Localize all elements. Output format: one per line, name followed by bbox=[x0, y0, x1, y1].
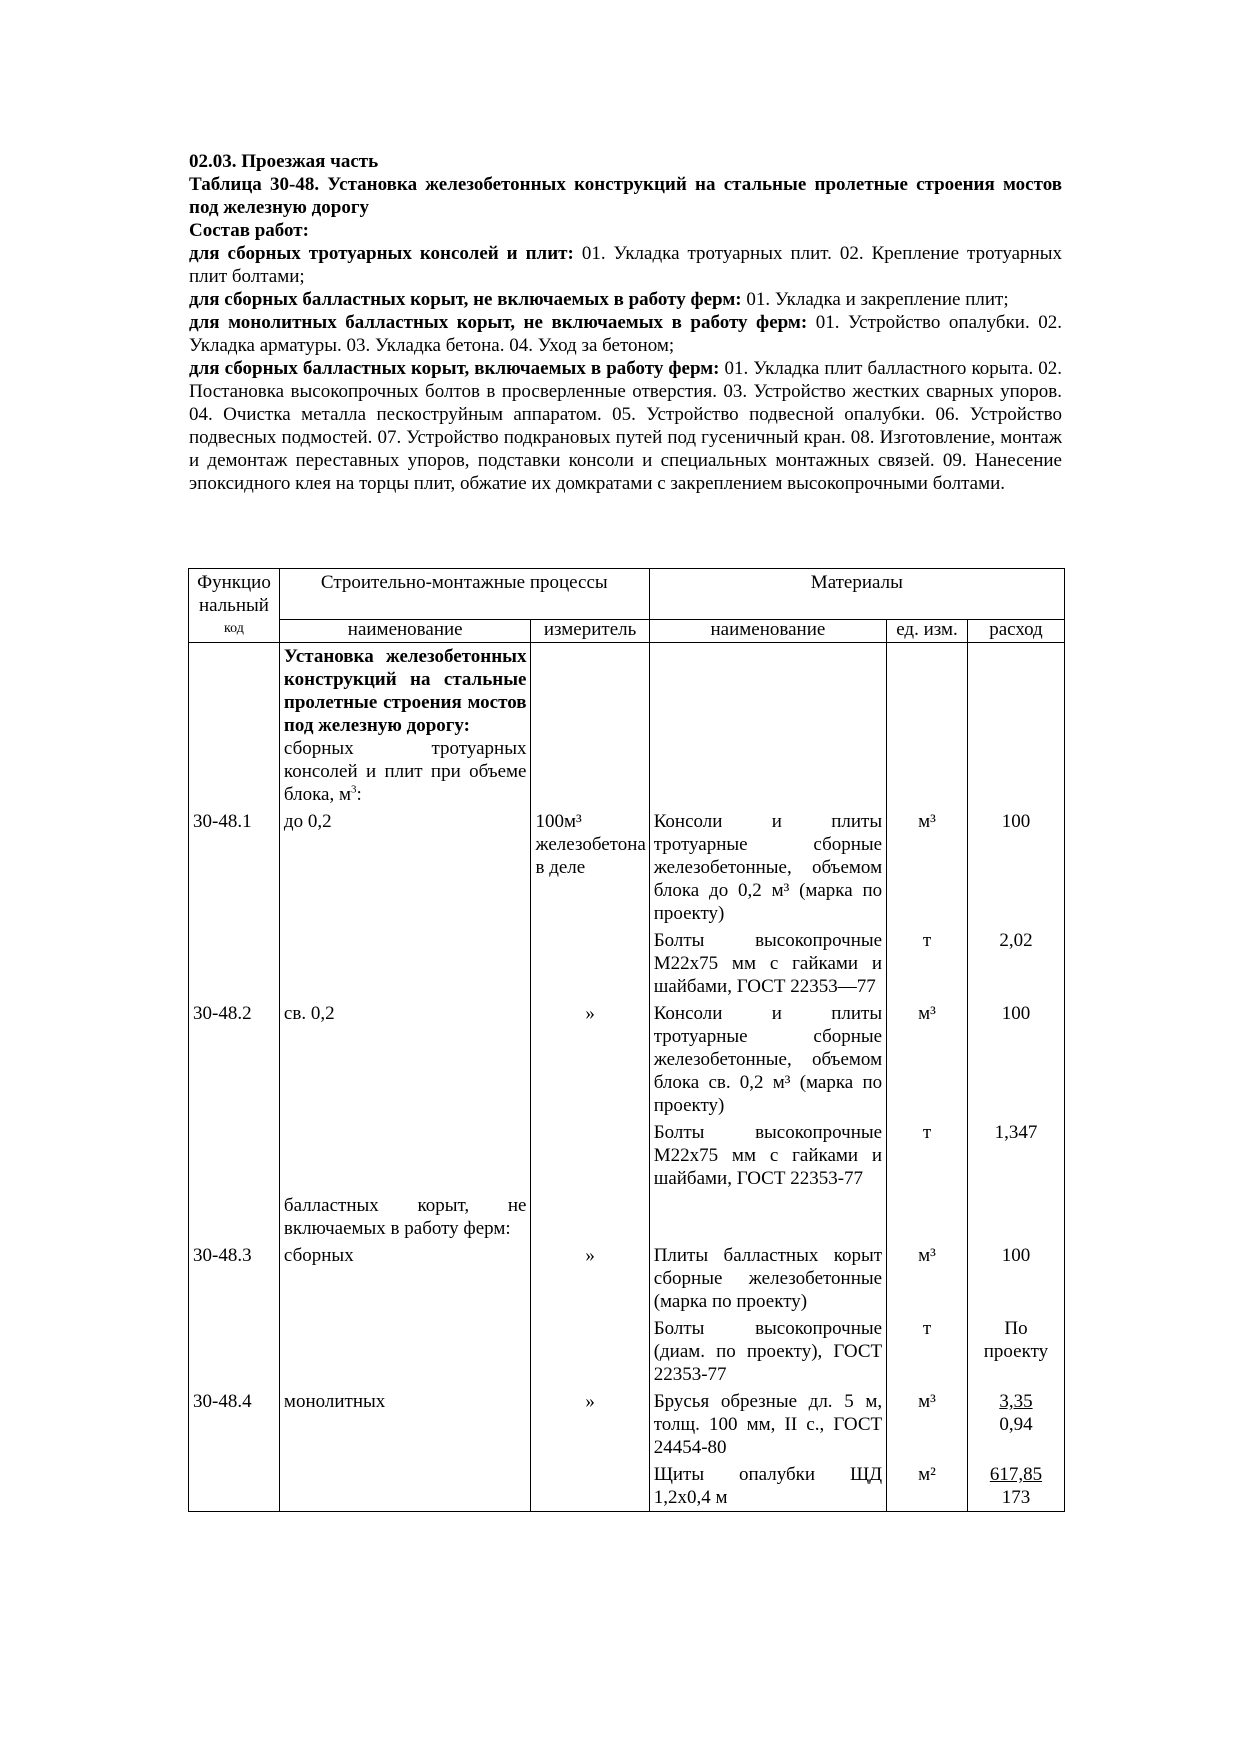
section-heading: 02.03. Проезжая часть bbox=[189, 151, 379, 172]
group-title-cell: Установка железобетонных конструкций на стальные пролетные строения мостов под железную дорогу: сборных тротуарных консолей и плит при объеме блока, $м^3$: bbox=[279, 643, 531, 809]
table-row: 30-48.4 монолитных » Брусья обрезные дл. 5 м, толщ. 100 мм, II с., ГОСТ 24454-80 м³ 3,35 0,94 bbox=[189, 1388, 1065, 1461]
table-row: Щиты опалубки ЩД 1,2х0,4 м м² 617,85 173 bbox=[189, 1461, 1065, 1512]
work-item: для сборных балластных корыт, не включаемых в работу ферм: 01. Укладка и закрепление плит; bbox=[189, 289, 1009, 310]
header-name: наименование bbox=[279, 619, 531, 643]
header-unit: измеритель bbox=[531, 619, 649, 643]
work-item: для монолитных балластных корыт, не включаемых в работу ферм: 01. Устройство опалубки. 02. Укладка арматуры. 03. Укладка бетона. 04. Уход за бетоном; bbox=[189, 312, 1063, 356]
header-mat-unit: ед. изм. bbox=[887, 619, 968, 643]
composition-heading: Состав работ: bbox=[189, 220, 309, 241]
table-row: 30-48.3 сборных » Плиты балластных корыт сборные железобетонные (марка по проекту) м³ 100 bbox=[189, 1242, 1065, 1315]
work-item: для сборных балластных корыт, включаемых в работу ферм: 01. Укладка плит балластного корыта. 02. Постановка высокопрочных болтов в просверленные отверстия. 03. Устройство жестких сварных упоров. 04. Очистка металла пескоструйным аппаратом. 05. Устройство подвесной опалубки. 06. Устройство подвесных подмостей. 07. Устройство подкрановых путей под гусеничный кран. 08. Изготовление, монтаж и демонтаж переставных упоров, подставки консоли и специальных монтажных связей. 09. Нанесение эпоксидного клея на торцы плит, обжатие их домкратами с закреплением высокопрочными болтами. bbox=[189, 358, 1062, 494]
table-row bbox=[189, 643, 1065, 809]
table-row: 30-48.2 св. 0,2 » Консоли и плиты тротуарные сборные железобетонные, объемом блока св. 0,2 м³ (марка по проекту) м³ 100 bbox=[189, 1000, 1065, 1119]
header-consumption: расход bbox=[967, 619, 1064, 643]
table-row: Болты высокопрочные (диам. по проекту), ГОСТ 22353-77 т По проекту bbox=[189, 1315, 1065, 1388]
table-row: 30-48.1 до 0,2 100м³ железобетона в деле Консоли и плиты тротуарные сборные железобетонные, объемом блока до 0,2 м³ (марка по проекту) м³ 100 bbox=[189, 808, 1065, 927]
work-item: для сборных тротуарных консолей и плит: 01. Укладка тротуарных плит. 02. Крепление тротуарных плит болтами; bbox=[189, 243, 1062, 287]
table-row: Болты высокопрочные М22х75 мм с гайками и шайбами, ГОСТ 22353-77 т 1,347 bbox=[189, 1119, 1065, 1192]
header-processes: Строительно-монтажные процессы bbox=[279, 569, 649, 620]
table-row: балластных корыт, не включаемых в работу ферм: bbox=[189, 1192, 1065, 1242]
table-row: Болты высокопрочные М22х75 мм с гайками и шайбами, ГОСТ 22353—77 т 2,02 bbox=[189, 927, 1065, 1000]
table-title: Таблица 30-48. Установка железобетонных конструкций на стальные пролетные строения мостов под железную дорогу bbox=[189, 174, 1062, 218]
norms-table bbox=[188, 568, 1065, 1512]
header-mat-name: наименование bbox=[649, 619, 886, 643]
header-func-code: Функцио нальный код bbox=[189, 569, 280, 643]
document-body bbox=[189, 150, 1062, 495]
header-materials: Материалы bbox=[649, 569, 1064, 620]
